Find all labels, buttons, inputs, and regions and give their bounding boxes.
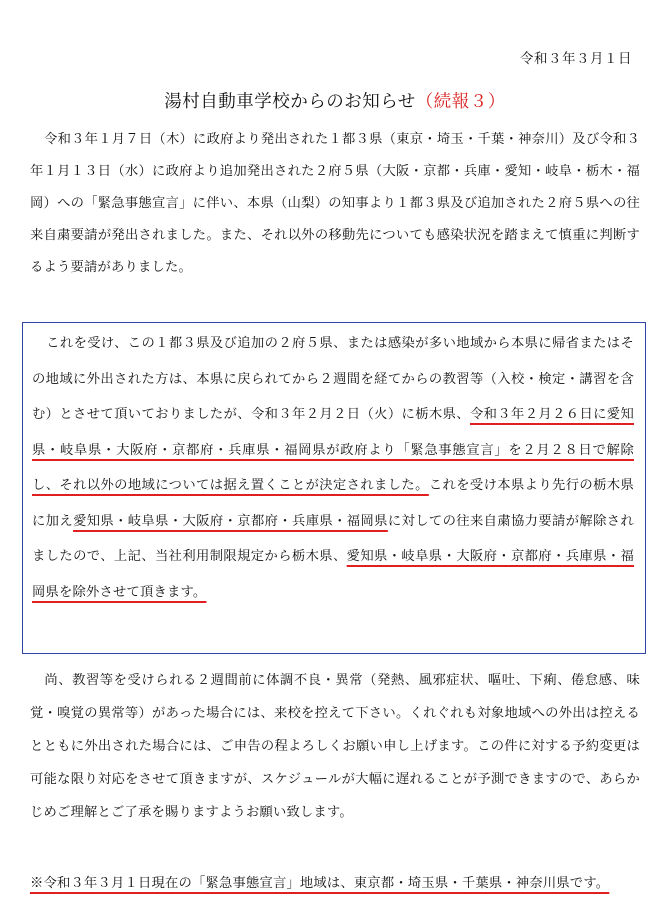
paragraph2-underline1: 令和３年２月２６日に愛知県・岐阜県・大阪府・京都府・兵庫県・福岡県が政府より「緊急事態宣言」を２月２８日で解除し、それ以外の地域については据え置くことが決定されました。 [32,407,634,493]
paragraph2-part3: に対しての往来自粛協力要請が解除されましたので、上記、当社利用制限規定から栃木県、 [32,513,634,564]
title-update-label: （続報３） [415,92,506,112]
paragraph3-text: 尚、教習等を受けられる２週間前に体調不良・異常（発熱、風邪症状、嘔吐、下痢、倦怠感、味覚・嗅覚の異常等）があった場合には、来校を控えて下さい。くれぐれも対象地域への外出は控えるとともに外出された場合には、ご申告の程よろしくお願い申し上げます。この件に対する予約変更は可能な限り対応をさせて頂きますが、スケジュールが大幅に遅れることが予測できますので、あらかじめご理解とご了承を賜りますようお願い致します。 [30,673,640,820]
title-main: 湯村自動車学校からのお知らせ [164,92,416,112]
footnote-text: ※令和３年３月１日現在の「緊急事態宣言」地域は、東京都・埼玉県・千葉県・神奈川県です。 [30,876,610,891]
paragraph2-part1: これを受け、この１都３県及び追加の２府５県、または感染が多い地域から本県に帰省またはその地域に外出された方は、本県に戻られてから２週間を経てからの教習等（入校・検定・講習を含む）とさせて頂いておりましたが、令和３年２月２日（火）に栃木県、 [32,336,634,422]
paragraph-health-notice [30,664,640,829]
paragraph1-text: 令和３年１月７日（木）に政府より発出された１都３県（東京・埼玉・千葉・神奈川）及び令和３年１月１３日（水）に政府より追加発出された２府５県（大阪・京都・兵庫・愛知・岐阜・栃木・福岡）への「緊急事態宣言」に伴い、本県（山梨）の知事より１都３県及び追加された２府５県への往来自粛要請が発出されました。また、それ以外の移動先についても感染状況を踏まえて慎重に判断するよう要請がありました。 [30,132,640,275]
paragraph-state-of-emergency [30,124,640,284]
paragraph-restriction-lifted [32,326,634,610]
notice-title [0,88,670,113]
paragraph2-underline3: 愛知県・岐阜県・大阪府・京都府・兵庫県・福岡県を除外させて頂きます。 [32,549,634,600]
footnote [30,868,640,900]
paragraph2-underline2: 愛知県・岐阜県・大阪府・京都府・兵庫県・福岡県 [73,513,388,529]
notice-date: 令和３年３月１日 [520,51,632,67]
paragraph2-part2: これを受け本県より先行の栃木県に加え [32,478,634,529]
